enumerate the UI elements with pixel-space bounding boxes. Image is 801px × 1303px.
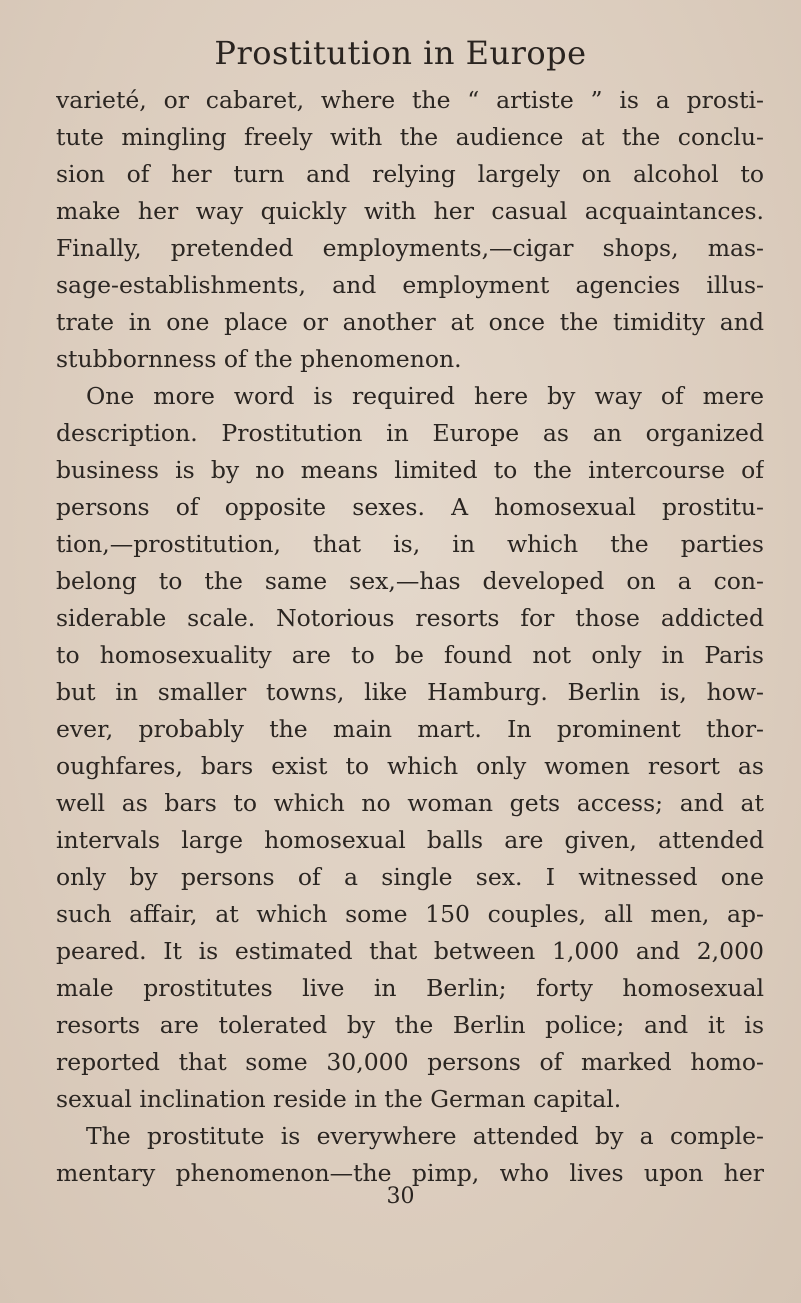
text-line: male prostitutes live in Berlin; forty homosexual [56,974,764,1002]
text-line: sexual inclination reside in the German capital. [56,1085,622,1113]
text-line: reported that some 30,000 persons of marked homo- [56,1048,764,1076]
text-line: business is by no means limited to the intercourse of [56,456,764,484]
text-line: resorts are tolerated by the Berlin police; and it is [56,1011,764,1039]
text-line: Finally, pretended employments,—cigar shops, mas- [56,234,764,262]
text-line: The prostitute is everywhere attended by a comple- [86,1122,764,1150]
text-line: well as bars to which no woman gets access; and at [56,789,764,817]
text-line: tion,—prostitution, that is, in which the parties [56,530,764,558]
text-line: siderable scale. Notorious resorts for those addicted [56,604,764,632]
text-line: make her way quickly with her casual acquaintances. [56,197,764,225]
text-line: varieté, or cabaret, where the “ artiste ” is a prosti- [56,86,764,114]
text-line: intervals large homosexual balls are given, attended [56,826,764,854]
text-line: to homosexuality are to be found not only in Paris [56,641,764,669]
body-text [56,82,764,1192]
text-line: oughfares, bars exist to which only women resort as [56,752,764,780]
text-line: tute mingling freely with the audience at the conclu- [56,123,764,151]
text-line: sion of her turn and relying largely on alcohol to [56,160,764,188]
text-line: such affair, at which some 150 couples, all men, ap- [56,900,764,928]
text-line: belong to the same sex,—has developed on a con- [56,567,764,595]
text-line: sage-establishments, and employment agencies illus- [56,271,764,299]
text-line: but in smaller towns, like Hamburg. Berlin is, how- [56,678,764,706]
text-line: only by persons of a single sex. I witnessed one [56,863,764,891]
text-line: One more word is required here by way of mere [86,382,764,410]
text-line: ever, probably the main mart. In prominent thor- [56,715,764,743]
page-number: 30 [386,1184,415,1209]
text-line: mentary phenomenon—the pimp, who lives upon her [56,1159,764,1187]
text-line: trate in one place or another at once the timidity and [56,308,764,336]
text-line: persons of opposite sexes. A homosexual prostitu- [56,493,764,521]
running-header: Prostitution in Europe [214,34,587,72]
text-line: stubbornness of the phenomenon. [56,345,462,373]
text-line: peared. It is estimated that between 1,000 and 2,000 [56,937,764,965]
text-line: description. Prostitution in Europe as an organized [56,419,764,447]
